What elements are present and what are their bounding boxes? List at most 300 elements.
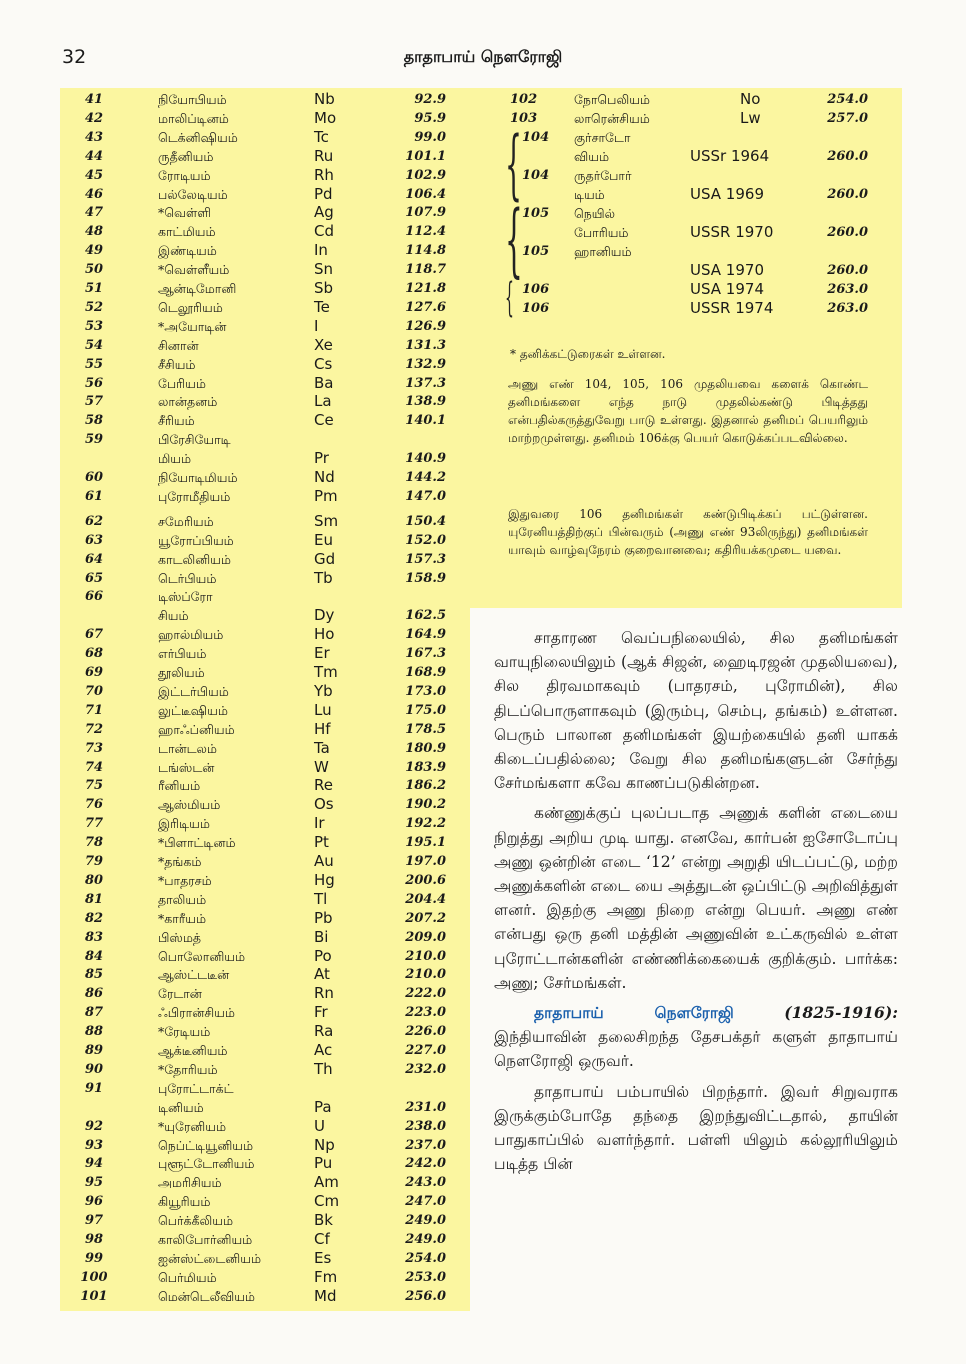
element-name: *பாதரசம் bbox=[158, 872, 212, 888]
element-name: பெர்க்கீலியம் bbox=[158, 1213, 234, 1229]
element-name: ஆஸ்ட்டடீன் bbox=[158, 967, 230, 983]
element-name: டெக்னிஷியம் bbox=[158, 129, 238, 145]
table-row bbox=[470, 242, 902, 261]
element-symbol: USSr 1964 bbox=[690, 147, 770, 165]
atomic-weight: 101.1 bbox=[405, 148, 446, 164]
atomic-weight: 200.6 bbox=[405, 872, 446, 888]
atomic-number: 74 bbox=[84, 759, 104, 775]
atomic-number: 58 bbox=[84, 413, 104, 429]
element-name: சியம் bbox=[158, 608, 189, 624]
atomic-weight: 157.3 bbox=[405, 551, 446, 567]
table-row bbox=[66, 355, 466, 374]
table-row bbox=[66, 606, 466, 625]
atomic-number: 84 bbox=[84, 948, 104, 964]
table-row bbox=[66, 625, 466, 644]
atomic-number: 44 bbox=[84, 148, 104, 164]
element-name: பிஸ்மத் bbox=[158, 929, 202, 945]
table-row bbox=[66, 1060, 466, 1079]
atomic-number: 106 bbox=[522, 301, 550, 316]
table-row bbox=[66, 147, 466, 166]
element-name: மென்டெலீவியம் bbox=[158, 1288, 255, 1304]
element-name: நியோபியம் bbox=[158, 92, 227, 107]
atomic-weight: 167.3 bbox=[405, 646, 446, 662]
element-symbol: U bbox=[314, 1116, 325, 1135]
element-symbol: Sm bbox=[314, 511, 339, 530]
element-name: *ரேடியம் bbox=[158, 1024, 211, 1040]
atomic-weight: 227.0 bbox=[405, 1043, 446, 1058]
element-name: *வெள்ளி bbox=[158, 205, 212, 221]
brace-104: { bbox=[505, 119, 522, 208]
atomic-weight: 102.9 bbox=[405, 167, 446, 183]
atomic-number: 75 bbox=[84, 778, 104, 794]
element-symbol: USSR 1974 bbox=[690, 299, 774, 317]
atomic-weight: 150.4 bbox=[405, 513, 446, 529]
element-symbol: Hg bbox=[314, 870, 335, 889]
table-row bbox=[66, 871, 466, 890]
element-symbol: Ce bbox=[314, 411, 334, 430]
atomic-number: 87 bbox=[84, 1005, 104, 1021]
table-row bbox=[66, 1003, 466, 1022]
atomic-weight: 112.4 bbox=[405, 224, 446, 240]
table-row bbox=[66, 682, 466, 701]
element-name: இண்டியம் bbox=[158, 243, 217, 259]
element-symbol: No bbox=[740, 90, 761, 108]
element-symbol: Lu bbox=[314, 700, 332, 719]
element-name: புளூட்டோனியம் bbox=[158, 1156, 255, 1172]
table-row bbox=[66, 512, 466, 531]
table-row bbox=[66, 833, 466, 852]
element-symbol: Pd bbox=[314, 184, 333, 203]
element-symbol: Ta bbox=[314, 738, 330, 757]
atomic-weight: 238.0 bbox=[405, 1118, 446, 1134]
element-symbol: Ir bbox=[314, 814, 325, 833]
atomic-number: 41 bbox=[84, 92, 104, 107]
element-symbol: Es bbox=[314, 1248, 332, 1267]
atomic-weight: 164.9 bbox=[405, 627, 446, 643]
element-symbol: USA 1970 bbox=[690, 261, 764, 279]
atomic-number: 98 bbox=[84, 1232, 104, 1247]
element-name: டெலூரியம் bbox=[158, 299, 223, 315]
atomic-weight: 210.0 bbox=[405, 967, 446, 983]
table-row bbox=[66, 663, 466, 682]
atomic-number: 106 bbox=[522, 282, 550, 297]
element-name: சீரியம் bbox=[158, 413, 195, 429]
atomic-weight: 260.0 bbox=[827, 149, 868, 164]
element-symbol: Pr bbox=[314, 449, 329, 468]
table-row bbox=[66, 984, 466, 1003]
element-name: எர்பியம் bbox=[158, 646, 207, 662]
element-symbol: Ho bbox=[314, 625, 335, 644]
element-symbol: Tb bbox=[314, 568, 333, 587]
atomic-number: 51 bbox=[84, 281, 104, 296]
element-name: நெயில் bbox=[574, 206, 615, 221]
atomic-number: 63 bbox=[84, 532, 104, 548]
atomic-number: 90 bbox=[84, 1061, 104, 1077]
table-row bbox=[66, 644, 466, 663]
atomic-number: 102 bbox=[510, 92, 538, 107]
table-row bbox=[470, 90, 902, 109]
element-symbol: Am bbox=[314, 1173, 339, 1192]
table-row bbox=[66, 569, 466, 588]
atomic-weight: 162.5 bbox=[405, 608, 446, 624]
table-row bbox=[66, 739, 466, 758]
note-element-count: இதுவரை 106 தனிமங்கள் கண்டுபிடிக்கப் பட்டுள்ளன. யுரேனியத்திற்குப் பின்வரும் (அணு எண் 93லிருந்து) தனிமங்கள் யாவும் வாழ்வுநேரம் குறைவானவை; கதிரியக்கமுடை யவை. bbox=[508, 507, 868, 557]
element-name: பிரேசியோடி bbox=[158, 432, 231, 448]
element-name: டங்ஸ்டன் bbox=[158, 759, 215, 775]
atomic-weight: 197.0 bbox=[405, 854, 446, 869]
element-name: ஐன்ஸ்ட்டைனியம் bbox=[158, 1250, 262, 1266]
table-row bbox=[66, 795, 466, 814]
element-name: ஆக்டீனியம் bbox=[158, 1043, 228, 1058]
atomic-weight: 152.0 bbox=[405, 532, 446, 548]
element-name: காலிபோர்னியம் bbox=[158, 1232, 253, 1247]
element-name: *தோரியம் bbox=[158, 1061, 218, 1077]
atomic-number: 96 bbox=[84, 1194, 104, 1210]
atomic-weight: 222.0 bbox=[405, 986, 446, 1002]
table-row bbox=[66, 776, 466, 795]
element-name: கியூரியம் bbox=[158, 1194, 211, 1210]
element-symbol: Rn bbox=[314, 984, 334, 1003]
element-symbol: Bi bbox=[314, 927, 329, 946]
atomic-number: 42 bbox=[84, 110, 104, 126]
element-name: *அயோடின் bbox=[158, 318, 227, 334]
atomic-weight: 175.0 bbox=[405, 702, 446, 718]
element-name: ரோடியம் bbox=[158, 167, 211, 183]
element-symbol: I bbox=[314, 316, 319, 335]
element-symbol: Ag bbox=[314, 203, 334, 222]
table-row bbox=[66, 1136, 466, 1155]
atomic-number: 78 bbox=[84, 835, 104, 851]
element-table-left bbox=[60, 88, 470, 1311]
element-symbol: Md bbox=[314, 1286, 337, 1305]
atomic-number: 101 bbox=[80, 1288, 108, 1304]
atomic-number: 76 bbox=[84, 797, 104, 813]
element-name: தூலியம் bbox=[158, 665, 205, 680]
element-name: பேரியம் bbox=[158, 375, 206, 391]
paragraph-biography-intro bbox=[494, 1001, 898, 1074]
atomic-number: 92 bbox=[84, 1118, 104, 1134]
atomic-weight: 138.9 bbox=[405, 394, 446, 410]
element-symbol: Tl bbox=[314, 889, 328, 908]
atomic-weight: 106.4 bbox=[405, 186, 446, 202]
table-row bbox=[66, 1192, 466, 1211]
element-name: டிஸ்ப்ரோ bbox=[158, 589, 213, 605]
article-body bbox=[494, 626, 898, 1176]
atomic-number: 67 bbox=[84, 627, 104, 643]
element-name: அமரிசியம் bbox=[158, 1175, 222, 1191]
brace-105: { bbox=[505, 193, 523, 286]
element-symbol: Ra bbox=[314, 1022, 334, 1041]
element-name: நோபெலியம் bbox=[574, 92, 650, 107]
atomic-number: 94 bbox=[84, 1156, 104, 1172]
atomic-weight: 190.2 bbox=[405, 797, 446, 813]
atomic-number: 46 bbox=[84, 186, 104, 202]
element-name: டெர்பியம் bbox=[158, 570, 217, 586]
table-row bbox=[470, 223, 902, 242]
paragraph-states: சாதாரண வெப்பநிலையில், சில தனிமங்கள் வாயுநிலையிலும் (ஆக் சிஜன், ஹைடிரஜன் முதலியவை), சில திரவமாகவும் (பாதரசம், புரோமின்), சில திடப்பொருளாகவும் (இரும்பு, செம்பு, தங்கம்) உள்ளன. பெரும் பாலான தனிமங்கள் இயற்கையில் தனி யாகக் கிடைப்பதில்லை; வேறு சில தனிமங்களுடன் சேர்ந்து சேர்மங்களா கவே காணப்படுகின்றன. bbox=[494, 629, 898, 793]
table-row bbox=[66, 965, 466, 984]
atomic-weight: 118.7 bbox=[405, 262, 446, 278]
element-symbol: Pt bbox=[314, 833, 329, 852]
article-heading: தாதாபாய் நௌரோஜி bbox=[534, 1004, 734, 1023]
atomic-weight: 260.0 bbox=[827, 263, 868, 278]
table-row bbox=[66, 1287, 466, 1306]
atomic-number: 85 bbox=[84, 967, 104, 983]
element-symbol: La bbox=[314, 392, 332, 411]
element-symbol: Mo bbox=[314, 108, 337, 127]
atomic-weight: 260.0 bbox=[827, 225, 868, 240]
element-symbol: Nb bbox=[314, 90, 335, 108]
element-symbol: Cd bbox=[314, 222, 334, 241]
atomic-number: 56 bbox=[84, 375, 104, 391]
atomic-number: 70 bbox=[84, 683, 104, 699]
atomic-weight: 231.0 bbox=[405, 1099, 446, 1115]
element-symbol: USSR 1970 bbox=[690, 223, 774, 241]
table-row bbox=[66, 1173, 466, 1192]
element-symbol: Cf bbox=[314, 1230, 330, 1248]
atomic-number: 43 bbox=[84, 129, 104, 145]
table-row bbox=[66, 1211, 466, 1230]
table-row bbox=[66, 430, 466, 449]
table-row bbox=[66, 1268, 466, 1287]
atomic-number: 79 bbox=[84, 854, 104, 869]
atomic-number: 62 bbox=[84, 513, 104, 529]
element-name: டான்டலம் bbox=[158, 740, 217, 756]
table-row bbox=[66, 531, 466, 550]
atomic-number: 73 bbox=[84, 740, 104, 756]
atomic-weight: 249.0 bbox=[405, 1213, 446, 1229]
element-name: லுட்டீஷியம் bbox=[158, 702, 228, 718]
table-row bbox=[66, 1022, 466, 1041]
table-row bbox=[66, 701, 466, 720]
element-symbol: Gd bbox=[314, 549, 336, 568]
table-row bbox=[66, 128, 466, 147]
table-row bbox=[66, 298, 466, 317]
table-row bbox=[66, 852, 466, 871]
table-row bbox=[66, 336, 466, 355]
running-title: தாதாபாய் நௌரோஜி bbox=[403, 47, 563, 66]
element-symbol: Fm bbox=[314, 1267, 338, 1286]
atomic-number: 68 bbox=[84, 646, 104, 662]
element-name: *காரீயம் bbox=[158, 910, 207, 926]
element-symbol: Hf bbox=[314, 719, 331, 738]
element-name: குர்சாடோ bbox=[574, 130, 631, 145]
element-symbol: Ru bbox=[314, 146, 334, 165]
element-symbol: Au bbox=[314, 852, 334, 870]
article-years: (1825-1916): bbox=[784, 1003, 898, 1023]
atomic-number: 93 bbox=[84, 1137, 104, 1153]
table-row bbox=[66, 487, 466, 506]
element-symbol: Ac bbox=[314, 1041, 333, 1059]
element-symbol: W bbox=[314, 757, 329, 776]
element-name: பொலோனியம் bbox=[158, 948, 246, 964]
element-symbol: Pb bbox=[314, 908, 333, 927]
element-name: லாரென்சியம் bbox=[574, 111, 650, 126]
atomic-number: 61 bbox=[84, 488, 104, 504]
atomic-number: 48 bbox=[84, 224, 104, 240]
atomic-number: 82 bbox=[84, 910, 104, 926]
element-name: ஆன்டிமோனி bbox=[158, 281, 237, 296]
atomic-number: 104 bbox=[522, 130, 550, 145]
atomic-number: 100 bbox=[80, 1269, 108, 1285]
element-symbol: Fr bbox=[314, 1003, 328, 1022]
atomic-number: 66 bbox=[84, 589, 104, 605]
element-name: யூரோப்பியம் bbox=[158, 532, 234, 548]
atomic-weight: 158.9 bbox=[405, 570, 446, 586]
atomic-weight: 243.0 bbox=[405, 1175, 446, 1191]
atomic-weight: 207.2 bbox=[405, 910, 446, 926]
element-symbol: Dy bbox=[314, 606, 335, 625]
element-symbol: Pm bbox=[314, 486, 338, 505]
atomic-weight: 226.0 bbox=[405, 1024, 446, 1040]
table-row bbox=[66, 550, 466, 569]
element-name: சீசியம் bbox=[158, 356, 196, 372]
table-row bbox=[66, 203, 466, 222]
element-name: இரிடியம் bbox=[158, 816, 210, 832]
element-name: *வெள்ளீயம் bbox=[158, 262, 230, 278]
element-symbol: Yb bbox=[314, 681, 333, 700]
atomic-weight: 168.9 bbox=[405, 665, 446, 680]
table-row bbox=[66, 587, 466, 606]
element-name: பெர்மியம் bbox=[158, 1269, 217, 1285]
atomic-weight: 247.0 bbox=[405, 1194, 446, 1210]
element-symbol: Er bbox=[314, 644, 330, 663]
atomic-weight: 254.0 bbox=[405, 1250, 446, 1266]
element-symbol: Pa bbox=[314, 1097, 332, 1116]
element-symbol: Os bbox=[314, 795, 334, 814]
element-symbol: Tm bbox=[314, 663, 338, 681]
table-row bbox=[66, 814, 466, 833]
element-name: தாலியம் bbox=[158, 891, 207, 907]
atomic-number: 59 bbox=[84, 432, 104, 448]
element-table-right bbox=[470, 88, 902, 608]
table-row bbox=[66, 1249, 466, 1268]
atomic-number: 86 bbox=[84, 986, 104, 1002]
table-row bbox=[470, 280, 902, 299]
atomic-number: 49 bbox=[84, 243, 104, 259]
element-symbol: Eu bbox=[314, 530, 333, 549]
element-name: டியம் bbox=[574, 187, 605, 202]
atomic-weight: 140.9 bbox=[405, 451, 446, 467]
table-row bbox=[66, 1117, 466, 1136]
atomic-number: 91 bbox=[84, 1080, 104, 1096]
element-name: போரியம் bbox=[574, 225, 629, 240]
element-symbol: At bbox=[314, 965, 330, 984]
atomic-number: 45 bbox=[84, 167, 104, 183]
element-symbol: Sn bbox=[314, 260, 334, 279]
atomic-number: 77 bbox=[84, 816, 104, 832]
element-name: ருதர்போர் bbox=[574, 168, 632, 183]
element-name: டினியம் bbox=[158, 1099, 204, 1115]
atomic-weight: 232.0 bbox=[405, 1061, 446, 1077]
table-row bbox=[66, 109, 466, 128]
atomic-weight: 204.4 bbox=[405, 891, 446, 907]
paragraph-atomic-weight: கண்ணுக்குப் புலப்படாத அணுக் களின் எடையை நிறுத்து அறிய முடி யாது. எனவே, கார்பன் ஐசோடோப்பு அணு ஒன்றின் எடை ‘12’ என்று அறுதி யிடப்பட்டு, மற்ற அணுக்களின் எடை யை அத்துடன் ஒப்பிட்டு அறிவித்துள் ளனர். இதற்கு அணு நிறை என்று பெயர். அணு எண் என்பது ஒரு தனி மத்தின் அணுவின் உட்கருவில் உள்ள புரோட்டான்களின் எண்ணிக்கையைக் குறிக்கும். பார்க்க: அணு; சேர்மங்கள். bbox=[494, 804, 898, 992]
element-name: ஹாஃப்னியம் bbox=[158, 721, 235, 737]
atomic-weight: 186.2 bbox=[405, 778, 446, 794]
table-row bbox=[470, 128, 902, 147]
atomic-weight: 183.9 bbox=[405, 759, 446, 775]
atomic-number: 81 bbox=[84, 891, 104, 907]
atomic-weight: 237.0 bbox=[405, 1137, 446, 1153]
element-name: மியம் bbox=[158, 451, 192, 467]
atomic-number: 50 bbox=[84, 262, 104, 278]
table-row bbox=[470, 299, 902, 318]
table-row bbox=[66, 1098, 466, 1117]
element-symbol: Xe bbox=[314, 335, 333, 354]
footnote: * தனிக்கட்டுரைகள் உள்ளன. bbox=[510, 347, 666, 361]
table-row bbox=[66, 90, 466, 109]
element-name: *யுரேனியம் bbox=[158, 1118, 227, 1134]
table-row bbox=[66, 1079, 466, 1098]
table-row bbox=[470, 166, 902, 185]
element-symbol: Nd bbox=[314, 468, 335, 486]
element-name: ஹானியம் bbox=[574, 244, 632, 259]
atomic-weight: 114.8 bbox=[405, 243, 446, 259]
element-name: சினான் bbox=[158, 337, 199, 353]
note-naming-dispute: அணு எண் 104, 105, 106 முதலியவை களைக் கொண்ட தனிமங்களை எந்த நாடு முதலில்கண்டு பிடித்தது என்பதில்கருத்துவேறு பாடு உள்ளது. இதனால் தனிமப் பெயரிலும் மாற்றமுள்ளது. தனிமம் 106க்கு பெயர் கொடுக்கப்படவில்லை. bbox=[508, 377, 868, 445]
element-symbol: USA 1974 bbox=[690, 280, 764, 298]
atomic-weight: 126.9 bbox=[405, 318, 446, 334]
element-name: சமேரியம் bbox=[158, 513, 214, 529]
atomic-weight: 242.0 bbox=[405, 1156, 446, 1172]
element-symbol: Cm bbox=[314, 1192, 340, 1211]
atomic-weight: 223.0 bbox=[405, 1005, 446, 1021]
table-row bbox=[66, 909, 466, 928]
atomic-number: 72 bbox=[84, 721, 104, 737]
atomic-weight: 95.9 bbox=[414, 110, 446, 126]
atomic-number: 55 bbox=[84, 356, 104, 372]
atomic-weight: 137.3 bbox=[405, 375, 446, 391]
atomic-weight: 263.0 bbox=[827, 301, 868, 316]
atomic-number: 88 bbox=[84, 1024, 104, 1040]
table-row bbox=[470, 261, 902, 280]
atomic-weight: 260.0 bbox=[827, 187, 868, 202]
table-row bbox=[66, 260, 466, 279]
element-symbol: Rh bbox=[314, 165, 334, 184]
atomic-number: 52 bbox=[84, 299, 104, 315]
atomic-weight: 256.0 bbox=[405, 1288, 446, 1304]
element-name: காடலினியம் bbox=[158, 551, 231, 567]
table-row bbox=[66, 411, 466, 430]
element-name: இட்டர்பியம் bbox=[158, 683, 229, 699]
element-symbol: Te bbox=[314, 297, 330, 316]
element-name: ஃபிரான்சியம் bbox=[158, 1005, 235, 1021]
atomic-number: 60 bbox=[84, 470, 104, 485]
atomic-number: 95 bbox=[84, 1175, 104, 1191]
atomic-number: 99 bbox=[84, 1250, 104, 1266]
table-row bbox=[66, 890, 466, 909]
element-name: ஹால்மியம் bbox=[158, 627, 224, 643]
atomic-weight: 144.2 bbox=[405, 470, 446, 485]
element-symbol: Cs bbox=[314, 354, 333, 373]
atomic-weight: 254.0 bbox=[827, 92, 868, 107]
atomic-number: 97 bbox=[84, 1213, 104, 1229]
atomic-number: 54 bbox=[84, 337, 104, 353]
element-symbol: Lw bbox=[740, 109, 761, 127]
biography-intro-text: இந்தியாவின் தலைசிறந்த தேசபக்தர் களுள் தாதாபாய் நௌரோஜி ஒருவர். bbox=[494, 1028, 898, 1071]
atomic-number: 105 bbox=[522, 244, 550, 259]
atomic-number: 104 bbox=[522, 168, 550, 183]
table-row bbox=[470, 109, 902, 128]
element-symbol: Pu bbox=[314, 1154, 333, 1173]
element-name: புரோட்டாக்ட் bbox=[158, 1080, 234, 1096]
element-name: பல்லேடியம் bbox=[158, 186, 228, 202]
atomic-weight: 192.2 bbox=[405, 816, 446, 832]
table-row bbox=[66, 449, 466, 468]
table-row bbox=[66, 222, 466, 241]
atomic-weight: 131.3 bbox=[405, 337, 446, 353]
